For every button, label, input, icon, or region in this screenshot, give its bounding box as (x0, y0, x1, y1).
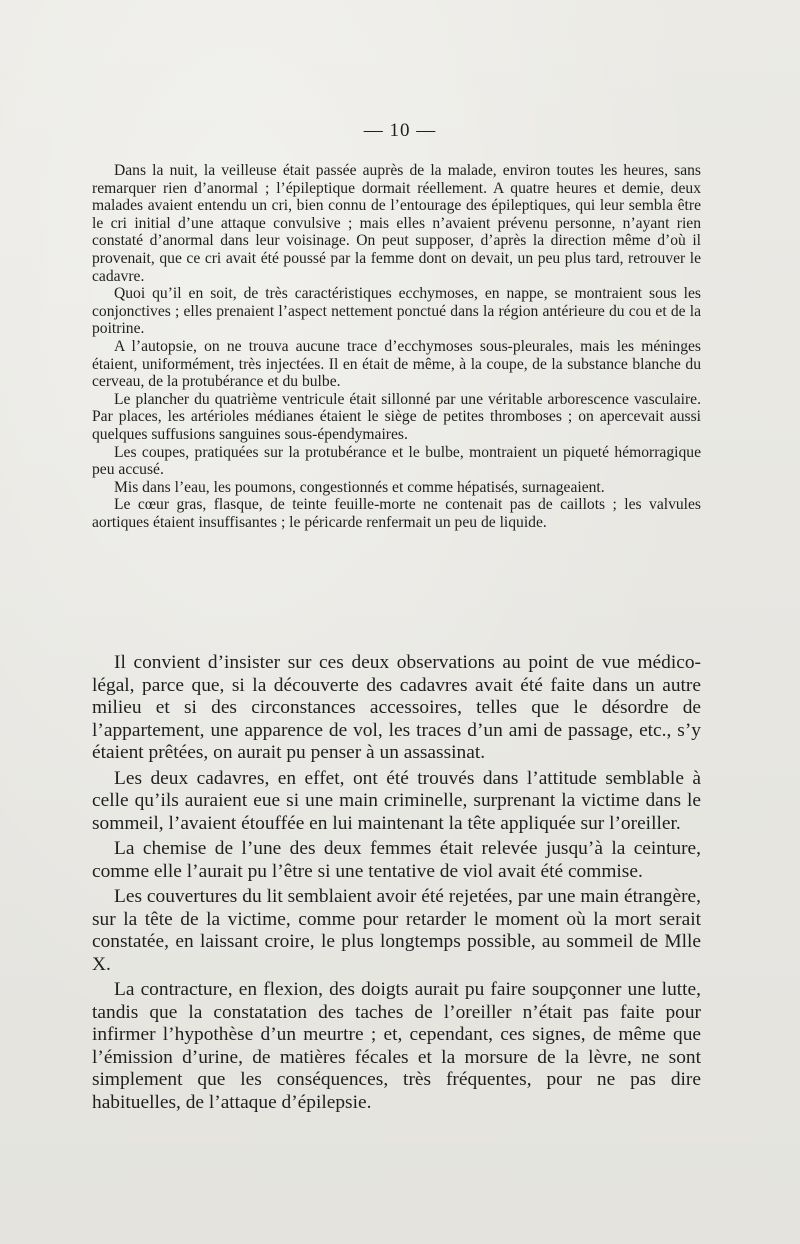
notes-paragraph: A l’autopsie, on ne trouva aucune trace d’ecchymoses sous-pleurales, mais les méninges étaient, uniformément, très injectées. Il en était de même, à la coupe, de la substance blanche du cerveau, de la protubérance et du bulbe. (92, 337, 701, 391)
notes-paragraph: Mis dans l’eau, les poumons, congestionnés et comme hépatisés, surnageaient. (114, 478, 605, 496)
page-number: — 10 — (363, 120, 437, 141)
case-notes (92, 162, 701, 531)
notes-paragraph: Le plancher du quatrième ventricule était sillonné par une véritable arborescence vasculaire. Par places, les artérioles médianes étaient le siège de petites thromboses ; on apercevait aussi quelques suffusions sanguines sous-épendymaires. (92, 390, 701, 443)
notes-paragraph: Dans la nuit, la veilleuse était passée auprès de la malade, environ toutes les heures, sans remarquer rien d’anormal ; l’épileptique dormait réellement. A quatre heures et demie, deux malades avaient entendu un cri, bien connu de l’entourage des épileptiques, qui leur sembla être le cri initial d’une attaque convulsive ; mais elles n’avaient prévenu personne, n’ayant rien constaté d’anormal dans leur voisinage. On peut supposer, d’après la direction même d’où il provenait, que ce cri avait été poussé par la femme dont on devait, un peu plus tard, retrouver le cadavre. (92, 162, 701, 285)
notes-paragraph: Le cœur gras, flasque, de teinte feuille-morte ne contenait pas de caillots ; les valvules aortiques étaient insuffisantes ; le péricarde renfermait un peu de liquide. (92, 496, 701, 531)
notes-paragraph: Quoi qu’il en soit, de très caractéristiques ecchymoses, en nappe, se montraient sous les conjonctives ; elles prenaient l’aspect nettement ponctué dans la région antérieure du cou et de la poitrine. (92, 285, 701, 338)
main-paragraph: Il convient d’insister sur ces deux observations au point de vue médico-légal, parce que, si la découverte des cadavres avait été faite dans un autre milieu et si des circonstances accessoires, telles que le désordre de l’appartement, une apparence de vol, les traces d’un ami de passage, etc., s’y étaient prêtées, on aurait pu penser à un assassinat. (92, 652, 701, 763)
main-paragraph: Les deux cadavres, en effet, ont été trouvés dans l’attitude semblable à celle qu’ils auraient eue si une main criminelle, surprenant la victime dans le sommeil, l’avaient étouffée en lui maintenant la tête appliquée sur l’oreiller. (92, 767, 701, 834)
notes-paragraph: Les coupes, pratiquées sur la protubérance et le bulbe, montraient un piqueté hémorragique peu accusé. (92, 443, 701, 479)
main-text (92, 652, 701, 1117)
main-paragraph: Les couvertures du lit semblaient avoir été rejetées, par une main étrangère, sur la tête de la victime, comme pour retarder le moment où la mort serait constatée, en laissant croire, le plus longtemps possible, au sommeil de Mlle X. (92, 886, 701, 975)
main-paragraph: La chemise de l’une des deux femmes était relevée jusqu’à la ceinture, comme elle l’aurait pu l’être si une tentative de viol avait été commise. (92, 838, 701, 882)
main-paragraph: La contracture, en flexion, des doigts aurait pu faire soupçonner une lutte, tandis que la constatation des taches de l’oreiller n’était pas faite pour infirmer l’hypothèse d’un meurtre ; et, cependant, ces signes, de même que l’émission d’urine, de matières fécales et la morsure de la lèvre, ne sont simplement que les conséquences, très fréquentes, pour ne pas dire habituelles, de l’attaque d’épilepsie. (92, 979, 701, 1113)
